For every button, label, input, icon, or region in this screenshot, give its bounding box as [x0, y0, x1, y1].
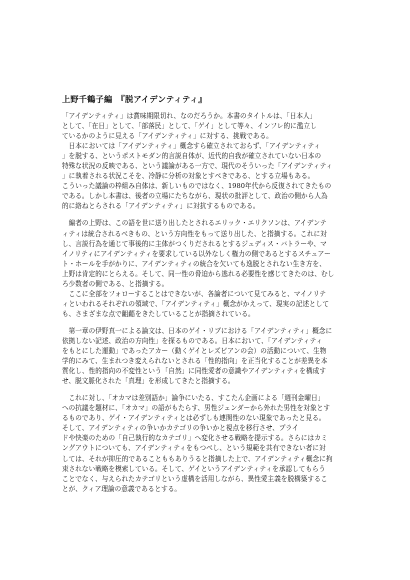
text-line: として、「在日」として、「部落民」として、「ゲイ」として等々、インフレ的に濫立し — [62, 122, 317, 131]
text-line: 」を脱する、というポストモダン的言説自体が、近代的自我が確立されていない日本の — [62, 152, 322, 161]
text-line: るものであり、ゲイ・アイデンティティとは必ずしも連関性のない現象であったと見る。 — [62, 414, 326, 423]
text-line: これに対し、「オカマは差別語か」論争にいたる、すこたん企画による「週刊金曜日」 — [62, 394, 325, 403]
text-line: 質化し、性的指向の不変性という「自然」に同性愛者の意識やアイデンティティを構成す — [62, 367, 326, 376]
text-line: 日本においては「アイデンティティ」概念すら確立されておらず、「アイデンティティ — [62, 142, 321, 151]
paragraph — [62, 111, 352, 211]
text-line: イノリティにアイデンティティを要求している以外なしく権力の側であるとするスチュアー — [62, 249, 331, 258]
text-line: ろ少数者の側である、と指摘する。 — [62, 279, 169, 288]
paragraph — [62, 326, 352, 386]
text-line: ドや快楽のための「自己執行的なカテゴリ」へ変化させる戦略を提示する。さらにはカミ — [62, 434, 328, 443]
text-line: 依拠しない記述、政治の方向性」を探るものである。日本において、「アイデンティティ — [62, 336, 323, 345]
document-title: 上野千鶴子編 『脱アイデンティティ』 — [62, 94, 207, 104]
paragraph — [62, 393, 352, 493]
text-line: 編者の上野は、この語を世に送り出したとされるエリック・エリクソンは、アイデンテ — [62, 219, 327, 228]
text-line: ここに全部をフォローすることはできないが、各論者について見てみると、マイノリテ — [62, 289, 327, 298]
text-line: せ、脱文脈化された「真理」を形成してきたと指摘する。 — [62, 377, 235, 386]
text-line: 第一章の伊野真一による論文は、日本のゲイ・リブにおける「アイデンティティ」概念に — [62, 326, 333, 335]
text-line: 」に執着される状況こそを、冷静に分析の対象とすべきである、とする立場もある。 — [62, 172, 315, 181]
text-line: そして、アイデンティティの争いかカテゴリの争いかと視点を移行させ、プライ — [62, 424, 299, 433]
text-line: も、さまざまな点で齟齬をきたしていることが指摘されている。 — [62, 309, 255, 318]
text-line: とが、クィア理論の意義であるとする。 — [62, 484, 182, 493]
text-line: ィティは統合されるべきもの、という方向性をもって送り出した、と指摘する。これに対 — [62, 229, 327, 238]
text-line: である。しかし本書は、後者の立場にたちながら、現状の批評として、政治の側から人為 — [62, 192, 328, 201]
text-line: しては、それが抑圧的であることももありうると指摘した上で、アイデンティティ概念に拘 — [62, 454, 333, 463]
text-line: ているかのように見える「アイデンティティ」に対する、挑戦である。 — [62, 132, 273, 141]
text-line: ングアウトについても、アイデンティティをもつべし、という規範を共有できない者に対 — [62, 444, 326, 453]
paragraph — [62, 218, 352, 318]
text-line: ことでなく、与えられたカテゴリという虚構を活用しながら、異性愛主義を脱構築するこ — [62, 474, 328, 483]
text-line: し、言説行為を通じて事後的に主体がつくりだされるとするジュディス・バトラーや、マ — [62, 239, 327, 248]
text-line: への抗議を題材に、「オカマ」の語がもたらす、男性ジェンダーから外れた男性を対象とす — [62, 404, 330, 413]
text-line: こういった議論の枠組み自体は、新しいものではなく、1980年代から反復されてきたもの — [62, 182, 332, 191]
text-line: 上野は肯定的にとらえる。そして、同一性の脅迫から逃れる必要性を感じてきたのは、むし — [62, 269, 335, 278]
text-line: ト・ホールを手がかりに、アイデンティティの統合を欠いても逸脱とされない生き方を、 — [62, 259, 326, 268]
text-line: 「アイデンティティ」は賞味期限切れ、なのだろうか。本書のタイトルは、「日本人」 — [62, 112, 317, 120]
text-line: 束されない戦略を模索している。そして、ゲイというアイデンティティを承認してもらう — [62, 464, 326, 473]
text-line: ィといわれるそれぞれの領域で、「アイデンティティ」概念がかえって、現実の記述として — [62, 299, 330, 308]
text-line: 的に絡ねとらされる「アイデンティティ」に対抗するものである。 — [62, 202, 260, 211]
text-line: をもとにした運動」であったアカー（動くゲイとレズビアンの会）の活動について、生物 — [62, 347, 327, 356]
document-body — [62, 111, 352, 501]
text-line: 学的にみて、生まれつき変えられないとされる「性的指向」を正当化することが差異を本 — [62, 357, 328, 366]
text-line: 特殊な状況の反映である、という議論がある一方で、現代のそういった「アイデンティティ — [62, 162, 333, 171]
